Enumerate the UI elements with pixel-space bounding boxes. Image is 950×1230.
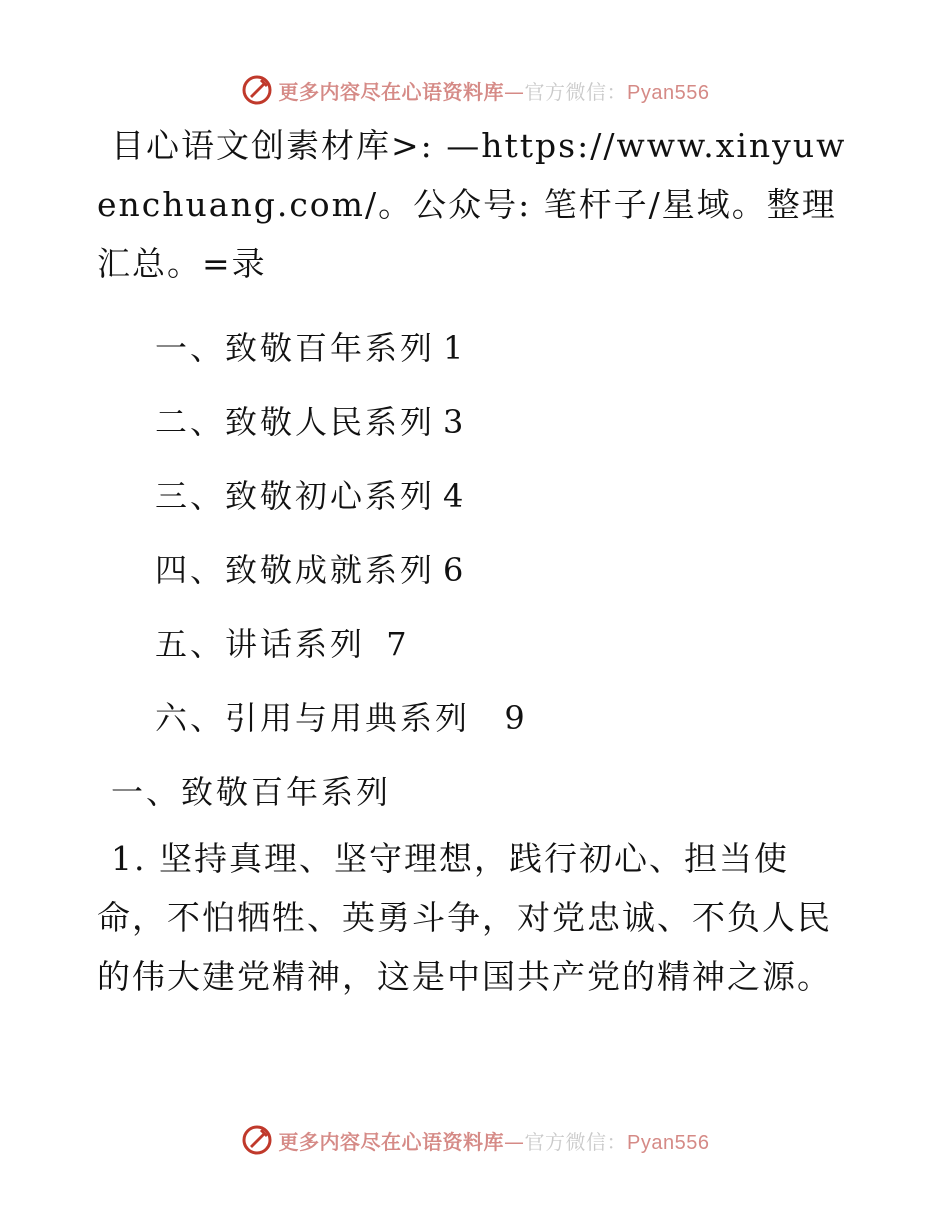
wechat-label: 官方微信： xyxy=(524,79,628,104)
header-banner-text: 更多内容尽在心语资料库—官方微信：Pyan556 xyxy=(278,79,710,104)
toc-page-number: 9 xyxy=(478,699,528,737)
toc-item[interactable]: 三、致敬初心系列 4 xyxy=(155,477,467,515)
toc-item[interactable]: 五、讲话系列 7 xyxy=(155,625,410,663)
toc-page-number: 7 xyxy=(373,625,410,663)
footer-banner-text: 更多内容尽在心语资料库—官方微信：Pyan556 xyxy=(278,1129,710,1154)
point-paragraph: 1. 坚持真理、坚守理想，践行初心、担当使命，不怕牺牲、英勇斗争，对党忠诚、不负人民的伟大建党精神，这是中国共产党的精神之源。 xyxy=(97,839,832,996)
wechat-account: Pyan556 xyxy=(627,1131,710,1154)
document-body xyxy=(97,116,857,1006)
toc-page-number: 3 xyxy=(443,403,467,441)
wechat-label: 官方微信： xyxy=(524,1129,628,1154)
toc-item[interactable]: 六、引用与用典系列 9 xyxy=(155,699,528,737)
toc-item[interactable]: 一、致敬百年系列 1 xyxy=(155,329,467,367)
toc-item[interactable]: 四、致敬成就系列 6 xyxy=(155,551,467,589)
intro-paragraph: 目心语文创素材库>: —https://www.xinyuwenchuang.com/。公众号: 笔杆子/星域。整理汇总。=录 xyxy=(97,126,847,283)
brand-logo-icon xyxy=(241,74,273,106)
footer-banner xyxy=(0,1120,950,1160)
brand-logo-icon xyxy=(241,1124,273,1156)
header-banner xyxy=(0,70,950,110)
toc-item[interactable]: 二、致敬人民系列 3 xyxy=(155,403,467,441)
toc-page-number: 6 xyxy=(443,551,467,589)
wechat-account: Pyan556 xyxy=(627,81,710,104)
toc-page-number: 4 xyxy=(443,477,467,515)
table-of-contents xyxy=(97,311,857,755)
section-heading: 一、致敬百年系列 xyxy=(111,773,392,811)
toc-page-number: 1 xyxy=(443,329,467,367)
